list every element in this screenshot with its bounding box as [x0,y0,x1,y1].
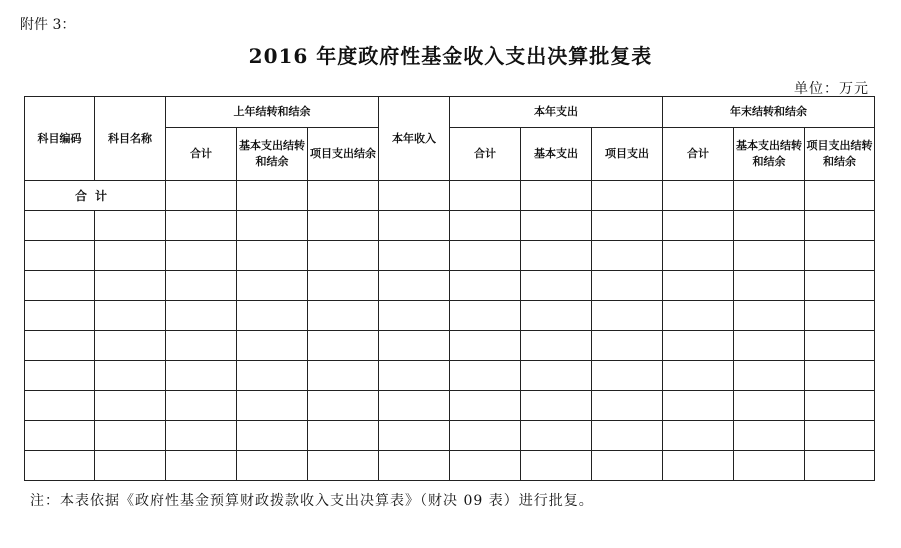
table-cell [308,211,379,241]
table-cell [308,331,379,361]
table-cell [95,241,166,271]
table-cell [521,451,592,481]
table-cell [166,361,237,391]
table-cell [166,211,237,241]
table-cell [805,271,875,301]
table-cell [663,421,734,451]
table-cell [379,451,450,481]
table-cell [521,391,592,421]
table-cell [25,451,95,481]
table-cell [95,301,166,331]
table-cell [805,391,875,421]
table-cell [805,331,875,361]
table-cell [379,391,450,421]
table-cell [379,241,450,271]
table-cell [308,181,379,211]
attachment-label: 附件 3： [20,17,76,33]
table-cell [734,181,805,211]
table-cell [592,211,663,241]
table-row [25,271,875,301]
table-cell [25,211,95,241]
table-cell [450,421,521,451]
table-cell [237,421,308,451]
header-end-basic: 基本支出结转和结余 [734,128,805,181]
table-cell [734,451,805,481]
table-cell [379,421,450,451]
header-prev-total: 合计 [166,128,237,181]
table-cell [450,391,521,421]
table-cell [592,331,663,361]
table-cell [237,301,308,331]
table-cell [25,421,95,451]
approval-table [24,96,875,481]
header-prev-basic: 基本支出结转和结余 [237,128,308,181]
table-cell [521,361,592,391]
table-cell [166,271,237,301]
table-cell [663,181,734,211]
table-cell [25,331,95,361]
table-cell [308,361,379,391]
table-cell [592,271,663,301]
table-row [25,331,875,361]
table-cell [308,241,379,271]
footnote: 注：本表依据《政府性基金预算财政拨款收入支出决算表》（财决 09 表）进行批复。 [30,493,594,509]
table-cell [450,181,521,211]
table-cell [734,421,805,451]
table-cell [237,391,308,421]
table-cell [95,391,166,421]
header-current-income: 本年收入 [379,97,450,181]
table-cell [308,451,379,481]
table-cell [95,451,166,481]
table-cell [237,211,308,241]
table-cell [308,271,379,301]
table-cell [663,331,734,361]
table-cell [308,421,379,451]
table-cell [450,331,521,361]
header-year-end-group: 年末结转和结余 [663,97,875,128]
table-cell [805,451,875,481]
table-cell [592,361,663,391]
table-cell [379,211,450,241]
table-row [25,211,875,241]
table-cell [450,451,521,481]
table-cell [805,361,875,391]
table-row [25,451,875,481]
table-cell [805,421,875,451]
table-cell [592,391,663,421]
table-cell [379,361,450,391]
table-cell [25,301,95,331]
total-label: 合计 [25,181,166,211]
table-cell [166,391,237,421]
header-prev-project: 项目支出结余 [308,128,379,181]
header-exp-basic: 基本支出 [521,128,592,181]
table-cell [450,211,521,241]
table-cell [521,211,592,241]
table-cell [663,391,734,421]
table-cell [663,301,734,331]
table-cell [308,391,379,421]
table-cell [805,241,875,271]
table-cell [237,331,308,361]
table-cell [379,301,450,331]
table-cell [166,421,237,451]
table-cell [663,361,734,391]
table-cell [166,241,237,271]
table-cell [592,241,663,271]
header-end-total: 合计 [663,128,734,181]
table-cell [379,181,450,211]
table-cell [95,271,166,301]
table-cell [450,301,521,331]
table-cell [592,421,663,451]
table-cell [592,451,663,481]
table-cell [237,451,308,481]
table-cell [379,271,450,301]
table-cell [805,211,875,241]
header-row-1 [25,97,875,128]
table-cell [450,241,521,271]
table-cell [663,451,734,481]
table-cell [95,331,166,361]
table-cell [25,241,95,271]
header-end-project: 项目支出结转和结余 [805,128,875,181]
table-cell [663,241,734,271]
table-cell [734,241,805,271]
table-cell [25,361,95,391]
total-row [25,181,875,211]
table-cell [95,361,166,391]
table-row [25,361,875,391]
table-cell [521,271,592,301]
table-cell [237,271,308,301]
table-cell [521,181,592,211]
header-exp-total: 合计 [450,128,521,181]
header-current-expense-group: 本年支出 [450,97,663,128]
table-cell [734,331,805,361]
table-cell [805,181,875,211]
table-cell [450,271,521,301]
table-cell [237,181,308,211]
table-cell [663,271,734,301]
table-cell [805,301,875,331]
table-cell [592,181,663,211]
table-cell [166,301,237,331]
table-cell [166,331,237,361]
table-cell [237,241,308,271]
table-row [25,391,875,421]
header-prev-year-group: 上年结转和结余 [166,97,379,128]
unit-label: 单位：万元 [794,81,869,97]
table-cell [734,361,805,391]
table-cell [25,391,95,421]
table-cell [592,301,663,331]
table-cell [521,331,592,361]
document-title: 2016 年度政府性基金收入支出决算批复表 [248,44,653,68]
header-subject-name: 科目名称 [95,97,166,181]
table-cell [95,211,166,241]
table-cell [734,211,805,241]
table-row [25,241,875,271]
table-cell [308,301,379,331]
table-row [25,421,875,451]
table-cell [25,271,95,301]
table-cell [734,391,805,421]
table-cell [521,421,592,451]
table-row [25,301,875,331]
table-cell [734,301,805,331]
table-cell [521,241,592,271]
table-cell [237,361,308,391]
table-cell [450,361,521,391]
table-cell [166,451,237,481]
table-cell [663,211,734,241]
table-cell [521,301,592,331]
header-subject-code: 科目编码 [25,97,95,181]
table-cell [95,421,166,451]
table-cell [166,181,237,211]
header-exp-project: 项目支出 [592,128,663,181]
table-cell [379,331,450,361]
table-cell [734,271,805,301]
